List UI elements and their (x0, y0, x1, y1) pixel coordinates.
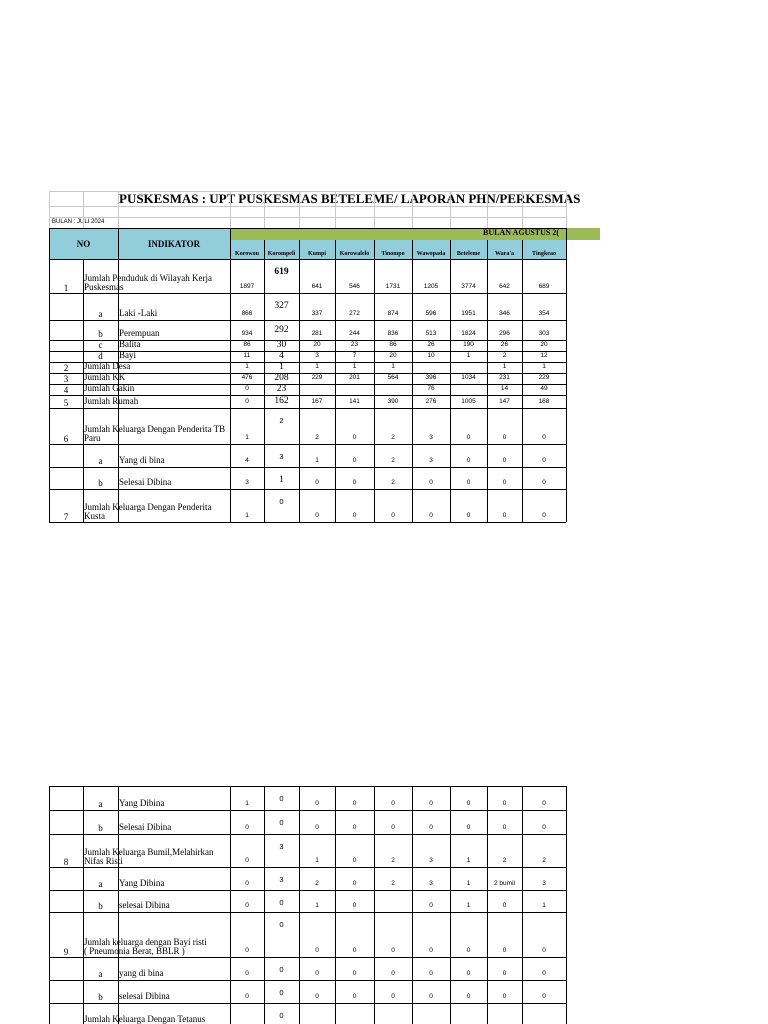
cell-korompeli: 162 (274, 396, 289, 406)
cell-value: 836 (387, 330, 399, 337)
indikator-label: ( Pneumonia Berat, BBLR ) (84, 946, 185, 956)
cell-value: 141 (349, 398, 360, 405)
cell-value: 201 (349, 374, 360, 381)
row-border (49, 867, 566, 868)
cell-value: 2 (391, 434, 395, 441)
cell-korowou: 0 (245, 902, 249, 909)
grid-line (264, 191, 265, 228)
grid-line (118, 191, 119, 228)
cell-value: 1 (466, 352, 471, 359)
cell-value: 0 (391, 800, 395, 807)
cell-korompeli: 0 (279, 965, 284, 974)
grid-line (522, 191, 523, 228)
cell-value: 229 (311, 374, 323, 381)
cell-korompeli: 327 (274, 301, 289, 311)
cell-value: 0 (542, 970, 546, 977)
row-border (49, 408, 566, 409)
cell-korowou: 1 (245, 434, 249, 441)
row-number: 2 (63, 363, 69, 373)
cell-korowou: 0 (245, 947, 249, 954)
cell-value: 641 (311, 283, 323, 290)
cell-korowou: 1 (245, 512, 249, 519)
cell-value: 276 (425, 398, 437, 405)
cell-korompeli: 1 (279, 362, 284, 372)
row-sub-letter: a (98, 309, 103, 319)
indikator-label: Jumlah Gakin (84, 383, 135, 393)
cell-korowou: 1 (245, 800, 249, 807)
cell-value: 231 (499, 374, 510, 381)
indikator-label: Jumlah Keluarga Dengan Tetanus (84, 1014, 206, 1024)
cell-value: 0 (315, 479, 319, 486)
cell-value: 0 (466, 512, 471, 519)
grid-line (374, 191, 375, 228)
indikator-label: Puskesmas (84, 282, 124, 292)
cell-value: 0 (466, 434, 471, 441)
cell-korompeli: 1 (279, 475, 284, 485)
row-border (49, 293, 566, 294)
row-number: 9 (63, 947, 69, 957)
village-header: Korowou (235, 251, 259, 257)
cell-value: 1 (502, 363, 507, 370)
row-number: 8 (63, 857, 69, 867)
cell-value: 26 (500, 341, 509, 348)
table-border (49, 228, 50, 259)
indikator-label: Jumlah Keluarga Bumil,Melahirkan (84, 847, 214, 857)
cell-value: 2 (502, 352, 507, 359)
row-sub-letter: b (98, 478, 103, 488)
cell-value: 1034 (461, 374, 476, 381)
cell-value: 0 (542, 479, 546, 486)
cell-value: 0 (315, 993, 319, 1000)
cell-value: 2 (391, 857, 395, 864)
cell-value: 76 (427, 385, 435, 392)
cell-korompeli: 292 (274, 324, 289, 335)
grid-line (487, 191, 488, 228)
cell-value: 20 (540, 341, 548, 348)
cell-korompeli: 0 (279, 920, 284, 929)
cell-value: 0 (315, 800, 319, 807)
cell-korompeli: 3 (279, 875, 284, 884)
cell-value: 20 (389, 352, 397, 359)
cell-value: 3 (542, 880, 546, 887)
col-border (299, 240, 300, 259)
cell-value: 2 (542, 857, 546, 864)
cell-value: 0 (391, 512, 395, 519)
village-header: Kumpi (307, 251, 326, 257)
header-indikator: INDIKATOR (147, 239, 201, 249)
cell-value: 390 (387, 398, 399, 405)
grid-line (566, 191, 567, 228)
cell-value: 0 (502, 434, 507, 441)
cell-korowou: 0 (245, 970, 249, 977)
grid-line (450, 191, 451, 228)
row-border (49, 810, 566, 811)
indikator-label: selesai Dibina (119, 991, 170, 1001)
cell-value: 0 (352, 880, 357, 887)
row-border (49, 444, 566, 445)
indikator-label: Yang Dibina (119, 798, 165, 808)
col-border (335, 240, 336, 259)
grid-line (49, 191, 566, 192)
cell-value: 1 (466, 857, 471, 864)
indikator-label: Yang di bina (119, 455, 165, 465)
cell-value: 0 (352, 970, 357, 977)
row-border (49, 912, 566, 913)
col-border (264, 240, 265, 259)
grid-line (412, 191, 413, 228)
cell-value: 1205 (423, 283, 439, 290)
grid-line (49, 217, 566, 218)
cell-value: 168 (538, 398, 550, 405)
indikator-label: Jumlah Desa (84, 361, 131, 371)
cell-korompeli: 3 (279, 842, 284, 851)
village-header: Korompeli (267, 251, 296, 257)
cell-value: 0 (502, 479, 507, 486)
cell-value: 396 (425, 374, 437, 381)
cell-korompeli: 30 (276, 340, 287, 350)
cell-value: 3774 (461, 283, 476, 290)
cell-value: 2 (391, 880, 395, 887)
cell-value: 0 (502, 902, 507, 909)
indikator-label: Laki -Laki (119, 308, 158, 318)
cell-value: 0 (352, 993, 357, 1000)
cell-value: 0 (466, 824, 471, 831)
cell-value: 1951 (461, 310, 476, 317)
cell-value: 244 (349, 330, 360, 337)
header-no: NO (76, 239, 91, 249)
row-border (49, 1003, 566, 1004)
grid-line (299, 191, 300, 228)
cell-value: 147 (499, 398, 510, 405)
cell-value: 20 (313, 341, 321, 348)
cell-value: 874 (387, 310, 399, 317)
grid-line (230, 191, 231, 228)
cell-value: 689 (538, 283, 550, 290)
cell-korompeli: 0 (279, 988, 284, 997)
indikator-label: Jumlah Rumah (84, 396, 139, 406)
cell-value: 3 (429, 434, 433, 441)
cell-value: 1 (466, 902, 471, 909)
cell-korompeli: 208 (274, 373, 289, 383)
cell-value: 0 (502, 800, 507, 807)
cell-value: 346 (499, 310, 510, 317)
cell-korompeli: 23 (276, 384, 287, 394)
indikator-label: yang di bina (119, 968, 164, 978)
cell-value: 0 (542, 993, 546, 1000)
cell-value: 0 (466, 993, 471, 1000)
indikator-label: Kusta (84, 511, 105, 521)
cell-korompeli: 619 (274, 267, 289, 277)
cell-value: 1731 (385, 283, 401, 290)
cell-korompeli: 4 (279, 351, 284, 361)
village-header: Beteleme (456, 251, 481, 257)
village-header: Korowalelo (339, 251, 370, 257)
cell-value: 7 (352, 352, 357, 359)
cell-value: 0 (429, 479, 433, 486)
indikator-label: Nifas Risti (84, 856, 123, 866)
cell-value: 0 (352, 902, 357, 909)
cell-value: 1005 (461, 398, 476, 405)
village-header: Wawopada (416, 251, 446, 257)
indikator-label: Selesai Dibina (119, 822, 172, 832)
cell-value: 0 (466, 457, 471, 464)
cell-value: 1 (315, 457, 319, 464)
indikator-label: Jumlah Penduduk di Wilayah Kerja (84, 273, 212, 283)
cell-value: 0 (502, 970, 507, 977)
row-sub-letter: b (98, 901, 103, 911)
cell-value: 0 (429, 993, 433, 1000)
cell-value: 0 (352, 824, 357, 831)
report-title: PUSKESMAS : UPT PUSKESMAS BETELEME/ LAPORAN PHN/PERKESMAS (119, 191, 581, 206)
cell-value: 272 (349, 310, 360, 317)
village-header: Tingkeao (532, 251, 556, 257)
cell-value: 10 (427, 352, 435, 359)
cell-value: 0 (502, 947, 507, 954)
cell-value: 167 (311, 398, 323, 405)
cell-value: 0 (502, 512, 507, 519)
cell-value: 0 (542, 824, 546, 831)
cell-value: 26 (427, 341, 435, 348)
cell-value: 337 (311, 310, 323, 317)
col-border (487, 240, 488, 259)
cell-value: 0 (352, 800, 357, 807)
cell-korowou: 1 (245, 363, 249, 370)
col-border (412, 240, 413, 259)
cell-value: 0 (315, 824, 319, 831)
col-border (566, 259, 567, 522)
cell-value: 0 (466, 479, 471, 486)
cell-value: 3 (429, 880, 433, 887)
cell-value: 0 (502, 824, 507, 831)
cell-value: 1 (466, 880, 471, 887)
row-sub-letter: c (98, 340, 103, 350)
cell-korompeli: 0 (279, 794, 284, 803)
row-border (49, 320, 566, 321)
col-border (374, 786, 375, 1024)
col-border (374, 240, 375, 259)
col-border (450, 240, 451, 259)
row-number: 5 (63, 398, 69, 408)
cell-value: 0 (352, 947, 357, 954)
row-number: 6 (63, 434, 69, 444)
cell-korowou: 0 (245, 857, 249, 864)
cell-korowou: 0 (245, 385, 249, 392)
row-sub-letter: a (98, 879, 103, 889)
cell-value: 23 (350, 341, 359, 348)
row-sub-letter: b (98, 329, 103, 339)
cell-value: 1 (391, 363, 395, 370)
cell-korowou: 476 (241, 374, 253, 381)
grid-line (83, 191, 84, 228)
table-border (49, 228, 566, 229)
indikator-label: Jumlah keluarga dengan Bayi risti (84, 937, 207, 947)
indikator-label: Paru (84, 433, 101, 443)
cell-korowou: 0 (245, 398, 249, 405)
cell-value: 1 (352, 363, 357, 370)
cell-value: 2 (315, 434, 319, 441)
cell-korompeli: 0 (279, 818, 284, 827)
row-border (49, 890, 566, 891)
grid-line (335, 191, 336, 228)
row-number: 3 (63, 374, 69, 384)
cell-korowou: 86 (243, 341, 251, 348)
cell-value: 3 (429, 857, 433, 864)
cell-value: 354 (538, 310, 550, 317)
row-sub-letter: a (98, 969, 103, 979)
cell-value: 2 (391, 457, 395, 464)
cell-korowou: 866 (241, 310, 253, 317)
cell-value: 0 (466, 970, 471, 977)
cell-korowou: 934 (241, 330, 253, 337)
indikator-label: Selesai Dibina (119, 477, 172, 487)
village-header: Wara'a (495, 251, 514, 257)
cell-value: 0 (391, 970, 395, 977)
cell-value: 2 (391, 479, 395, 486)
cell-value: 0 (429, 512, 433, 519)
cell-korowou: 4 (245, 457, 249, 464)
row-sub-letter: d (98, 351, 103, 361)
cell-value: 0 (542, 434, 546, 441)
cell-value: 229 (538, 374, 550, 381)
row-number: 4 (63, 385, 69, 395)
cell-korowou: 0 (245, 880, 249, 887)
cell-value: 564 (387, 374, 399, 381)
cell-value: 0 (429, 824, 433, 831)
row-border (49, 467, 566, 468)
cell-value: 0 (429, 970, 433, 977)
cell-value: 0 (315, 970, 319, 977)
cell-value: 0 (466, 800, 471, 807)
cell-value: 190 (463, 341, 474, 348)
row-border (49, 957, 566, 958)
cell-korompeli: 0 (279, 1011, 284, 1020)
indikator-label: Perempuan (119, 328, 160, 338)
cell-value: 303 (538, 330, 550, 337)
cell-value: 0 (429, 947, 433, 954)
col-border (566, 786, 567, 1024)
table-border (566, 228, 567, 259)
cell-korowou: 11 (243, 352, 251, 359)
indikator-label: Jumlah KK (84, 372, 126, 382)
cell-value: 0 (542, 457, 546, 464)
cell-value: 0 (466, 947, 471, 954)
cell-value: 596 (425, 310, 437, 317)
cell-value: 0 (352, 434, 357, 441)
month-agustus: BULAN AGUSTUS 2( (483, 228, 560, 237)
indikator-label: Bayi (119, 350, 136, 360)
cell-korompeli: 0 (279, 497, 284, 506)
row-number: 1 (63, 283, 69, 293)
cell-value: 513 (425, 330, 437, 337)
row-border (49, 786, 566, 787)
cell-value: 0 (542, 800, 546, 807)
row-border (49, 259, 566, 260)
indikator-label: selesai Dibina (119, 900, 170, 910)
cell-value: 1 (542, 902, 546, 909)
cell-value: 0 (352, 857, 357, 864)
cell-value: 1 (542, 363, 546, 370)
cell-value: 86 (389, 341, 397, 348)
row-sub-letter: a (98, 456, 103, 466)
cell-value: 3 (429, 457, 433, 464)
cell-value: 546 (349, 283, 360, 290)
cell-value: 281 (311, 330, 323, 337)
cell-value: 0 (352, 457, 357, 464)
cell-value: 0 (352, 479, 357, 486)
cell-korowou: 0 (245, 993, 249, 1000)
table-border (118, 228, 119, 259)
cell-value: 14 (500, 385, 509, 392)
grid-line (49, 206, 566, 207)
cell-value: 642 (499, 283, 510, 290)
cell-value: 12 (540, 352, 548, 359)
cell-value: 0 (502, 993, 507, 1000)
cell-value: 2 bumil (494, 880, 515, 887)
cell-value: 0 (391, 947, 395, 954)
cell-korowou: 3 (245, 479, 249, 486)
row-border (49, 522, 566, 523)
cell-value: 0 (542, 512, 546, 519)
col-border (230, 240, 231, 259)
col-border (49, 786, 50, 1024)
cell-value: 0 (315, 512, 319, 519)
indikator-label: Jumlah Keluarga Dengan Penderita TB (84, 424, 226, 434)
cell-value: 1 (315, 902, 319, 909)
row-sub-letter: b (98, 823, 103, 833)
cell-value: 0 (315, 947, 319, 954)
cell-korompeli: 3 (279, 452, 284, 461)
indikator-label: Jumlah Keluarga Dengan Penderita (84, 502, 212, 512)
cell-value: 296 (499, 330, 510, 337)
cell-value: 49 (540, 385, 548, 392)
cell-value: 1 (315, 857, 319, 864)
cell-korowou: 0 (245, 824, 249, 831)
cell-value: 0 (391, 993, 395, 1000)
cell-korompeli: 2 (279, 416, 284, 425)
cell-value: 0 (542, 947, 546, 954)
row-number: 7 (63, 512, 69, 522)
cell-value: 3 (315, 352, 319, 359)
cell-value: 1824 (461, 330, 476, 337)
month-juli: BULAN : JULI 2024 (52, 219, 105, 225)
cell-value: 0 (352, 512, 357, 519)
village-header: Tinompo (381, 251, 405, 257)
row-sub-letter: a (98, 799, 103, 809)
cell-value: 0 (429, 902, 433, 909)
row-border (49, 489, 566, 490)
cell-value: 1 (315, 363, 319, 370)
cell-value: 0 (502, 457, 507, 464)
cell-value: 2 (315, 880, 319, 887)
cell-value: 0 (391, 824, 395, 831)
cell-korompeli: 0 (279, 898, 284, 907)
cell-korowou: 1897 (239, 283, 255, 290)
indikator-label: Yang Dibina (119, 878, 165, 888)
row-border (49, 980, 566, 981)
cell-value: 2 (502, 857, 507, 864)
indikator-label: Balita (119, 339, 141, 349)
col-border (522, 240, 523, 259)
grid-line (49, 191, 50, 228)
cell-value: 0 (429, 800, 433, 807)
row-sub-letter: b (98, 992, 103, 1002)
row-border (49, 834, 566, 835)
